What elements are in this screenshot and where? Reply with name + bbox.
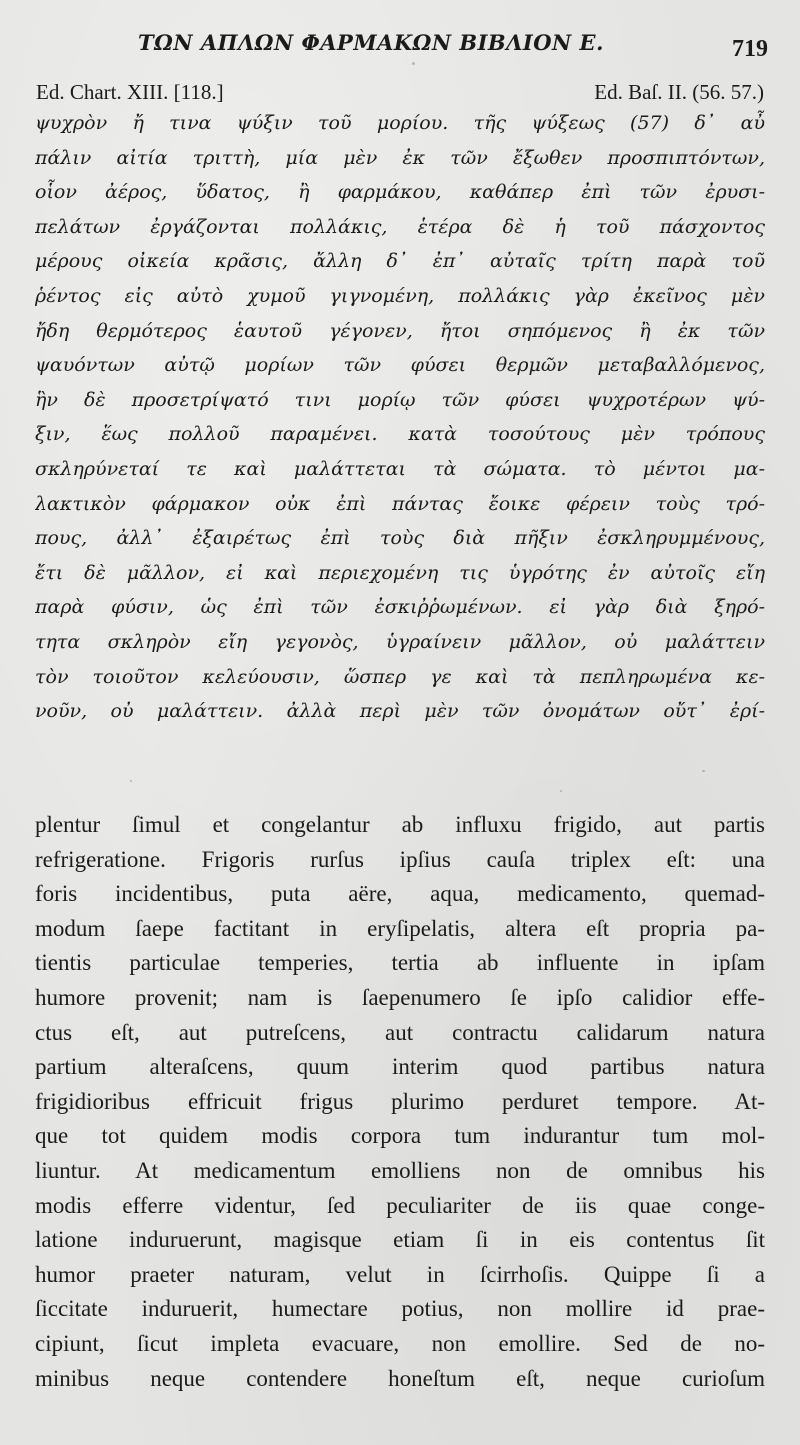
greek-line: μέρους οἰκεία κρᾶσις, ἄλλη δ᾽ ἐπ᾽ αὐταῖς τρίτη παρὰ τοῦ	[35, 250, 765, 273]
greek-text-block	[35, 106, 765, 729]
greek-line: οἷον ἀέρος, ὕδατος, ἢ φαρμάκου, καθάπερ ἐπὶ τῶν ἐρυσι-	[35, 181, 765, 204]
latin-line: minibus neque contendere honeſtum eſt, neque curioſum	[35, 1365, 765, 1391]
latin-line: modis efferre videntur, ſed peculiariter de iis quae conge-	[35, 1192, 765, 1218]
greek-line: ῥέντος εἰς αὐτὸ χυμοῦ γιγνομένη, πολλάκις γὰρ ἐκεῖνος μὲν	[35, 284, 765, 307]
latin-line: cipiunt, ſicut impleta evacuare, non emollire. Sed de no-	[35, 1330, 765, 1356]
greek-line: πάλιν αἰτία τριττὴ, μία μὲν ἐκ τῶν ἔξωθεν προσπιπτόντων,	[35, 146, 765, 169]
greek-line: νοῦν, οὐ μαλάττειν. ἀλλὰ περὶ μὲν τῶν ὀνομάτων οὔτ᾽ ἐρί-	[35, 700, 765, 723]
latin-line: refrigeratione. Frigoris rurſus ipſius cauſa triplex eſt: una	[35, 846, 765, 872]
latin-line: partium alteraſcens, quum interim quod partibus natura	[35, 1054, 765, 1080]
greek-line: ψυχρὸν ἤ τινα ψύξιν τοῦ μορίου. τῆς ψύξεως (57) δ᾽ αὖ	[35, 112, 765, 134]
paper-speck	[702, 770, 705, 772]
latin-line: frigidioribus effricuit frigus plurimo perduret tempore. At-	[35, 1088, 765, 1114]
latin-text-block	[35, 808, 765, 1396]
latin-line: tientis particulae temperies, tertia ab influente in ipſam	[35, 950, 765, 976]
edition-chart-reference: Ed. Chart. XIII. [118.]	[36, 80, 224, 104]
paper-speck	[412, 62, 415, 65]
page-number: 719	[732, 36, 768, 62]
greek-line: πελάτων ἐργάζονται πολλάκις, ἑτέρα δὲ ἡ τοῦ πάσχοντος	[35, 215, 765, 238]
latin-line: ſiccitate induruerit, humectare potius, non mollire id prae-	[35, 1296, 765, 1322]
greek-line: ἤδη θερμότερος ἑαυτοῦ γέγονεν, ἤτοι σηπόμενος ἢ ἐκ τῶν	[35, 319, 765, 342]
latin-line: humor praeter naturam, velut in ſcirrhoſis. Quippe ſi a	[35, 1261, 765, 1287]
greek-line: ψαυόντων αὐτῷ μορίων τῶν φύσει θερμῶν μεταβαλλόμενος,	[35, 354, 765, 377]
paper-speck	[130, 780, 132, 782]
latin-line: humore provenit; nam is ſaepenumero ſe ipſo calidior effe-	[35, 984, 765, 1010]
running-title: ΤΩΝ ΑΠΛΩΝ ΦΑΡΜΑΚΩΝ ΒΙΒΛΙΟΝ Ε.	[138, 30, 604, 55]
greek-line: σκληρύνεταί τε καὶ μαλάττεται τὰ σώματα. τὸ μέντοι μα-	[35, 457, 765, 480]
greek-line: τὸν τοιοῦτον κελεύουσιν, ὥσπερ γε καὶ τὰ πεπληρωμένα κε-	[35, 665, 765, 688]
greek-line: ἣν δὲ προσετρίψατό τινι μορίῳ τῶν φύσει ψυχροτέρων ψύ-	[35, 388, 765, 411]
greek-line: παρὰ φύσιν, ὡς ἐπὶ τῶν ἐσκιῤῥωμένων. εἰ γὰρ διὰ ξηρό-	[35, 596, 765, 619]
greek-line: πους, ἀλλ᾽ ἐξαιρέτως ἐπὶ τοὺς διὰ πῆξιν ἐσκληρυμμένους,	[35, 527, 765, 550]
greek-line: λακτικὸν φάρμακον οὐκ ἐπὶ πάντας ἔοικε φέρειν τοὺς τρό-	[35, 492, 765, 515]
greek-line: ἔτι δὲ μᾶλλον, εἰ καὶ περιεχομένη τις ὑγρότης ἐν αὐτοῖς εἴη	[35, 561, 765, 584]
latin-line: foris incidentibus, puta aëre, aqua, medicamento, quemad-	[35, 881, 765, 907]
latin-line: liuntur. At medicamentum emolliens non de omnibus his	[35, 1157, 765, 1183]
latin-line: que tot quidem modis corpora tum indurantur tum mol-	[35, 1123, 765, 1149]
latin-line: latione induruerunt, magisque etiam ſi in eis contentus ſit	[35, 1227, 765, 1253]
edition-line	[36, 80, 764, 106]
paper-speck	[560, 790, 562, 792]
latin-line: ctus eſt, aut putreſcens, aut contractu calidarum natura	[35, 1019, 765, 1045]
edition-basel-reference: Ed. Baſ. II. (56. 57.)	[594, 80, 764, 104]
running-head	[0, 30, 800, 66]
latin-line: plentur ſimul et congelantur ab influxu frigido, aut partis	[35, 812, 765, 837]
latin-line: modum ſaepe factitant in eryſipelatis, altera eſt propria pa-	[35, 915, 765, 941]
greek-line: τητα σκληρὸν εἴη γεγονὸς, ὑγραίνειν μᾶλλον, οὐ μαλάττειν	[35, 630, 765, 653]
greek-line: ξιν, ἕως πολλοῦ παραμένει. κατὰ τοσούτους μὲν τρόπους	[35, 423, 765, 446]
